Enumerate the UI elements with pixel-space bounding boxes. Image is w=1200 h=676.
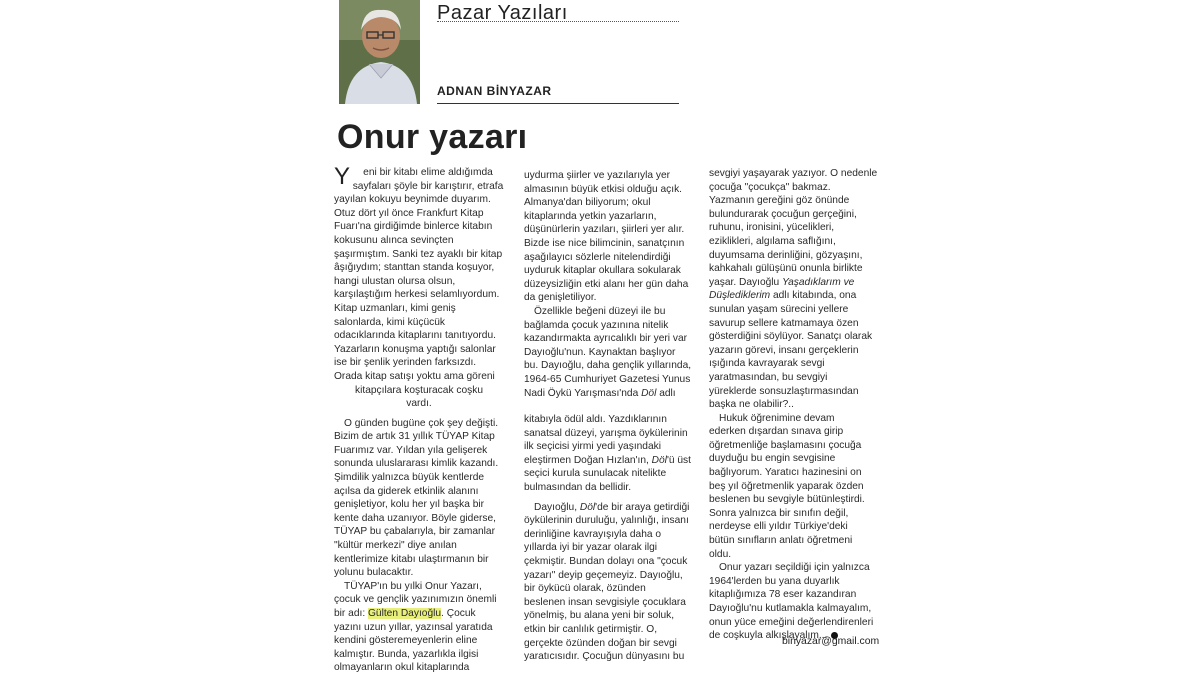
text-line: sonunda uluslararası kimlik kazandı. <box>334 458 499 470</box>
text-line: yazarı" deyip geçemeyiz. Dayıoğlu, <box>524 569 683 581</box>
text-line: yaratıcısıdır. Çocuğun dünyasını bu <box>524 651 685 663</box>
text-line: Bizim de artık 31 yıllık TÜYAP Kitap <box>334 431 495 443</box>
text-line: O günden bugüne çok şey değişti. <box>344 417 499 429</box>
text-line: yolunu bulacaktır. <box>334 567 414 579</box>
text-line: ise bir şenlik yerinden farksızdı. <box>334 357 477 369</box>
text-line: çocuk ve gençlik yazınımızın önemli <box>334 594 497 606</box>
text-line: yaratmasından, bu sevgiyi <box>709 371 828 383</box>
text-line: yönelmiş, bu alana yeni bir soluk, <box>524 610 675 622</box>
text-line: karşılaştığım herkesi selamlıyordum. <box>334 289 500 301</box>
text-line: bulundurarak çocuğun gerçeğini, <box>709 208 857 220</box>
text-fragment: de coşkuyla alkışlayalım... <box>709 630 828 642</box>
text-line: Özellikle beğeni düzeyi ile bu <box>534 305 666 317</box>
text-line: Dayıoğlu'nun. Kaynaktan başlıyor <box>524 346 676 358</box>
text-line: beş yıl öğretmenlik yaparak özden <box>709 480 864 492</box>
text-line: olmayanların okul kitaplarında <box>334 662 470 674</box>
text-line: kendini gösteremeyenlerin eline <box>334 635 478 647</box>
text-line: çekmiştir. Bundan dolayı ona "çocuk <box>524 556 688 568</box>
text-line: Yazarların konuşma yaptığı salonlar <box>334 343 496 355</box>
text-line: bir öykücü olarak, özünden <box>524 583 646 595</box>
text-line: nerdeyse elli yıldır Türkiye'deki <box>709 521 848 533</box>
text-line: bütün sınıfların anlatı öğretmeni <box>709 535 853 547</box>
author-portrait-image <box>339 0 420 104</box>
text-line: kitabıyla ödül aldı. Yazdıklarının <box>524 414 667 426</box>
text-line: eziklikleri, algılama saflığını, <box>709 235 836 247</box>
text-line: ışığında kavrayarak sevgi <box>709 358 825 370</box>
paragraph <box>709 412 879 562</box>
text-line: Otuz dört yıl önce Frankfurt Kitap <box>334 207 484 219</box>
text-line: "kültür merkezi" diye anılan <box>334 540 457 552</box>
text-line: eni bir kitabı elime aldığımda <box>363 167 493 178</box>
text-line: Dayıoğlu'nu kutlamakla kalmayalım, <box>709 603 872 614</box>
text-line: âşığıydım; stanttan standa koşuyor, <box>334 262 495 274</box>
text-line: gerçekte özünden doğan bir sevgi <box>524 637 677 649</box>
text-line: etkin bir canlılık getirmiştir. O, <box>524 624 658 635</box>
text-line: ilk seçicisi yirmi yedi yaşındaki <box>524 441 661 453</box>
text-line: Orada kitap satışı yoktu ama göreni <box>334 370 495 382</box>
text-line: bulmasından da bellidir. <box>524 482 632 494</box>
article-column-3 <box>709 167 879 643</box>
text-line: ruhunu, ironisini, yücelikleri, <box>709 222 835 234</box>
text-line: açılsa da giderek etkinlik alanını <box>334 485 479 497</box>
drop-cap: Y <box>334 163 351 190</box>
book-title: Döl <box>641 387 657 399</box>
text-fragment: 'ü üst <box>666 454 691 466</box>
text-fragment: eleştirmen Doğan Hızlan'ın, <box>524 454 652 466</box>
text-line: Şimdilik yalnızca büyük kentlerde <box>334 472 485 484</box>
text-line: sevgiyi yaşayarak yazıyor. O nedenle <box>709 168 878 179</box>
book-title: Yaşadıklarım ve <box>782 276 855 288</box>
paragraph <box>334 580 504 675</box>
paragraph <box>709 561 879 643</box>
text-line: vardı. <box>406 398 432 410</box>
text-line: duyumsama derinliğini, gözyaşını, <box>709 249 863 261</box>
text-fragment: adlı kitabında, ona <box>770 290 857 302</box>
text-line <box>524 501 694 515</box>
text-line: odacıklarında kitaplarını tanıtıyordu. <box>334 330 496 342</box>
book-title: Düşlediklerim <box>709 290 771 302</box>
paragraph <box>334 417 504 580</box>
text-line: Yazmanın gereğini göz önünde <box>709 195 850 207</box>
text-line: bağlıyorum. Yaratıcı hazinesini on <box>709 467 862 479</box>
author-email: binyazar@gmail.com <box>782 636 880 647</box>
text-line: düşünürlerin yazıları, şiirleri yer alır. <box>524 224 685 236</box>
text-line: kente daha uzanıyor. Böyle giderse, <box>334 512 496 524</box>
text-line: kitapçılara koşturacak coşku <box>355 384 483 396</box>
text-fragment: 'de bir araya getirdiği <box>595 501 690 513</box>
text-line: sayfaları şöyle bir karıştırır, etrafa <box>352 180 504 192</box>
author-name: ADNAN BİNYAZAR <box>437 84 552 98</box>
author-divider <box>437 103 679 104</box>
text-fragment: Nadi Öykü Yarışması'nda <box>524 387 642 399</box>
text-line: da genişletiliyor. <box>524 292 597 304</box>
text-line: öğretmenliğe başlamasını çocuğa <box>709 439 862 451</box>
text-line: Bizde ise nice bilimcinin, sanatçının <box>524 237 685 249</box>
text-line: ederken dışardan sınava girip <box>709 426 844 438</box>
text-line: Sonra yalnızca bir sınıfın değil, <box>709 507 849 519</box>
paragraph-intro <box>334 163 504 411</box>
text-line: yayılan kokuyu beynimde duyarım. <box>334 194 491 206</box>
text-line: yazarın görevi, insanı gerçeklerin <box>709 344 859 356</box>
text-line: sunulan yaşam sürecini yellere <box>709 303 849 315</box>
book-title: Döl <box>651 454 667 466</box>
section-divider <box>437 21 679 22</box>
text-line: sanatsal düzeyi, yarışma öykülerinin <box>524 427 688 439</box>
text-line: TÜYAP'ın bu yılki Onur Yazarı, <box>344 580 482 592</box>
text-fragment: Dayıoğlu, <box>534 501 580 513</box>
text-line: kahkahalı gülüşünü onunla birlikte <box>709 263 863 275</box>
text-line: Onur yazarı seçildiği için yalnızca <box>719 562 870 574</box>
article-column-2 <box>524 169 694 664</box>
text-line: kitaplarında yetkin yazarların, <box>524 210 657 222</box>
text-line: uydurma şiirler ve yazılarıyla yer <box>524 170 671 181</box>
paragraph <box>524 501 694 664</box>
text-line: beslenen bu sevgiyle bütünleştirdi. <box>709 494 865 506</box>
text-line <box>709 276 879 290</box>
text-line: bu. Dayıoğlu, daha gençlik yıllarında, <box>524 360 692 372</box>
text-line: Kitap uzmanları, kimi geniş <box>334 302 456 314</box>
section-title: Pazar Yazıları <box>437 2 568 24</box>
text-line: gösterdiğini söylüyor. Sanatçı olarak <box>709 331 873 343</box>
text-line: duyduğu bu engin sevgisine <box>709 453 836 465</box>
text-line: Fuarımız var. Yıldan yıla gelişerek <box>334 444 488 456</box>
text-line: düzeysizliğin etki alanı her gün daha <box>524 278 689 290</box>
text-fragment: bir adı: <box>334 608 368 619</box>
text-line: salonlarda, kimi küçücük <box>334 316 445 328</box>
text-line: başka ne olabilir?.. <box>709 399 794 411</box>
text-line: derinliğine kavrayışıyla daha o <box>524 528 662 540</box>
paragraph <box>709 167 879 412</box>
text-line: kazandırmakta ayrıcalıklı bir yeri var <box>524 333 688 345</box>
text-line: kitaplığımıza 78 eser kazandıran <box>709 589 857 601</box>
text-line: 1964-65 Cumhuriyet Gazetesi Yunus <box>524 373 691 385</box>
text-line: kokusunu alınca sevinçten <box>334 234 454 246</box>
text-line: Fuarı'na girdiğimde binlerce kitabın <box>334 221 493 233</box>
text-line: kalmıştır. Bunda, yazarlıkla ilgisi <box>334 648 479 660</box>
text-line: 1964'lerden bu yana duyarlık <box>709 575 840 587</box>
text-line <box>524 387 694 401</box>
text-line: onun yüce emeğini değerlendirenleri <box>709 616 874 628</box>
article-column-1 <box>334 163 504 675</box>
text-line: yıllarda iyi bir yazar olarak ilgi <box>524 542 658 554</box>
book-title: Döl <box>579 501 596 513</box>
paragraph <box>524 305 694 400</box>
highlighted-author-name: Gülten Dayıoğlu <box>367 608 442 619</box>
text-line: yazını uzun yıllar, yazınsal yaratıda <box>334 621 493 633</box>
text-line: bağlamda çocuk yazınına nitelik <box>524 319 669 331</box>
text-line: seçici kurula sunulacak nitelikte <box>524 468 667 480</box>
text-line: almasının büyük etkisi olduğu açık. <box>524 183 682 195</box>
text-line: Hukuk öğrenimine devam <box>719 412 835 424</box>
text-line: TÜYAP bu çabalarıyla, bir zamanlar <box>334 526 495 538</box>
text-line: kentlerimize kitabı ulaştırmanın bir <box>334 553 489 565</box>
author-photo <box>339 0 420 104</box>
text-line <box>709 289 879 303</box>
text-line: savurup sellere katmamaya özen <box>709 317 859 329</box>
text-line: çocuğa "çocukça" bakmaz. <box>709 181 831 193</box>
text-fragment: . Çocuk <box>441 608 476 619</box>
paragraph <box>524 169 694 305</box>
text-line: genişletiyor, kolu her yıl başka bir <box>334 499 485 511</box>
paragraph <box>524 413 694 495</box>
text-fragment: yaşar. Dayıoğlu <box>709 276 783 288</box>
text-line <box>334 607 504 621</box>
text-line: Almanya'dan biliyorum; okul <box>524 197 651 209</box>
text-line: hangi ulustan olursa olsun, <box>334 275 456 287</box>
text-line: şaşırmıştım. Sanki tez ayaklı bir kitap <box>334 248 503 260</box>
article-headline: Onur yazarı <box>337 118 528 156</box>
text-line: öykülerinin duruluğu, yalınlığı, insanı <box>524 515 689 527</box>
text-line: beslenen insan sevgisiyle çocuklara <box>524 596 686 608</box>
text-fragment: adlı <box>656 387 676 399</box>
text-line <box>524 454 694 468</box>
text-line: yüreklerde sonsuzlaştırmasından <box>709 385 859 397</box>
text-line: uyduruk kitaplar okullara sokularak <box>524 265 681 277</box>
text-line: oldu. <box>709 548 732 560</box>
text-line: aşağılayıcı sözlerle nitelendirdiği <box>524 251 671 263</box>
